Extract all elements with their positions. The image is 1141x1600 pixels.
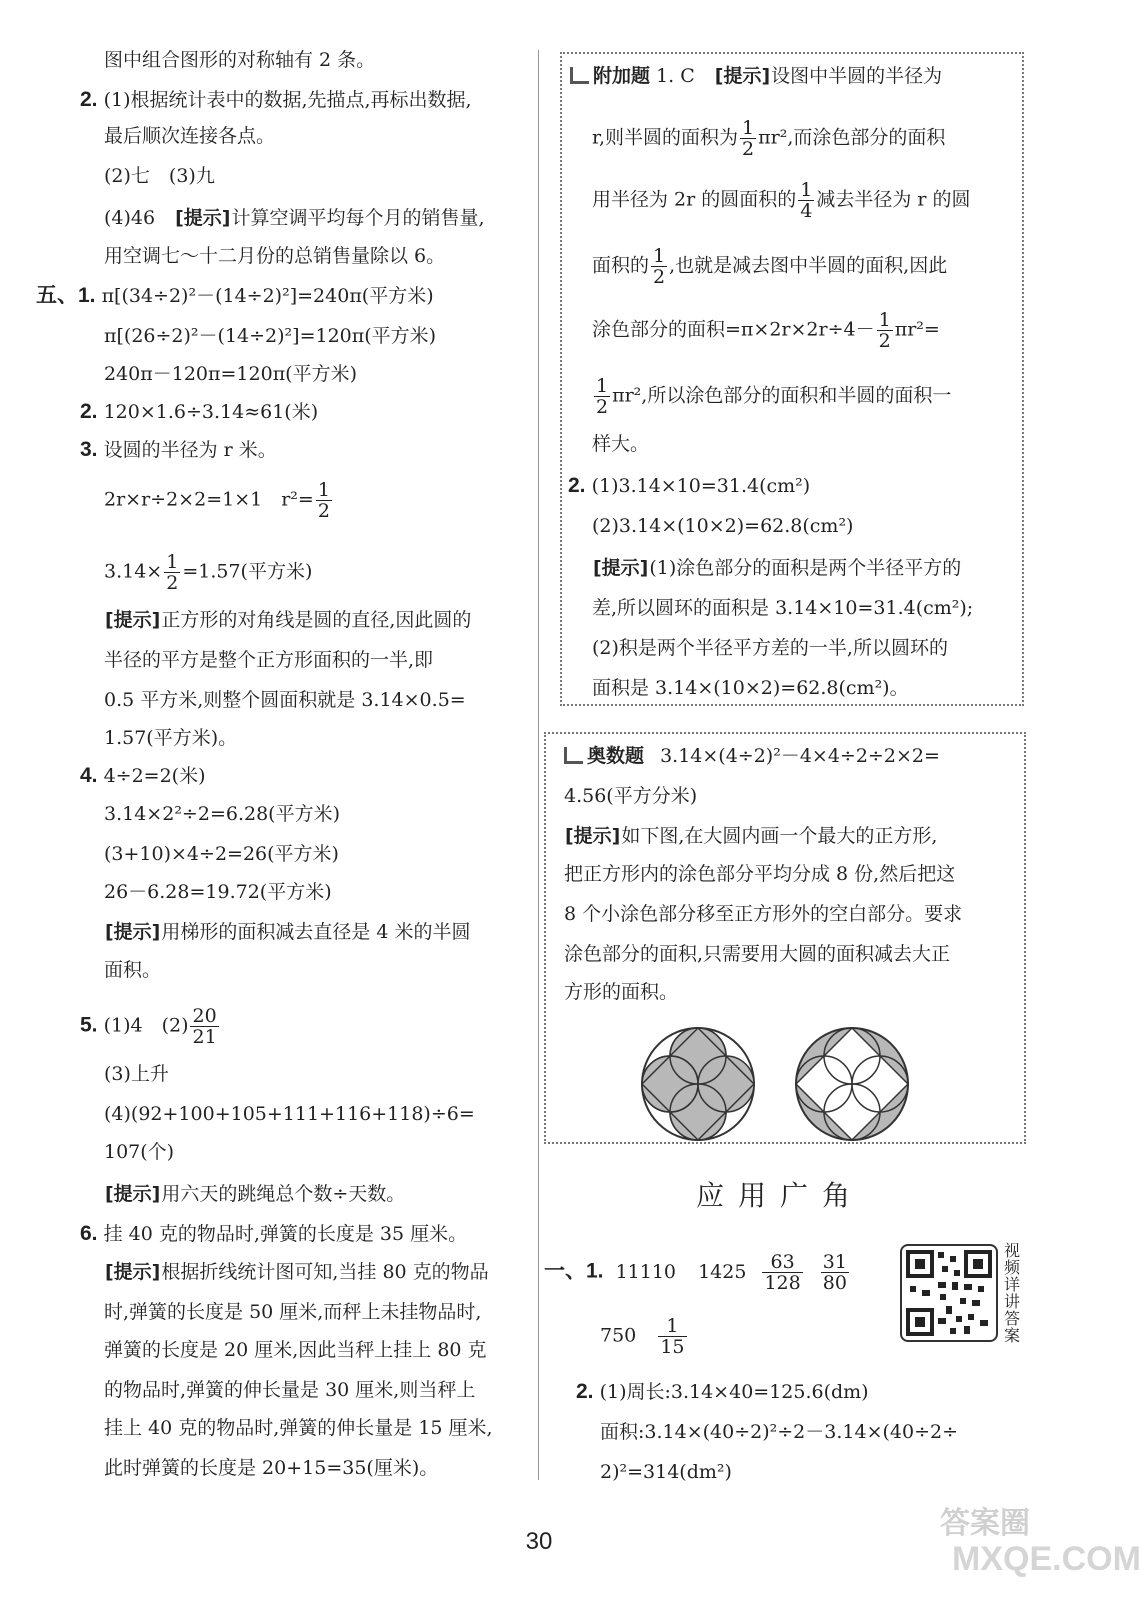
text-line: 1.57(平方米)。 <box>104 727 238 749</box>
question-2 <box>80 86 472 114</box>
text-line: (1)根据统计表中的数据,先描点,再标出数据, <box>103 89 472 111</box>
section-icon <box>570 67 589 84</box>
column-divider <box>538 50 539 1480</box>
question-number: 5. <box>80 1013 98 1037</box>
fraction: $\frac{1}{2}$ <box>653 245 666 288</box>
text-line: 面积:3.14×(40÷2)²÷2－3.14×(40÷2÷ <box>600 1421 959 1443</box>
hint-line: (4)46 [提示]计算空调平均每个月的销售量, <box>104 207 485 229</box>
hint-tag: [提示] <box>175 207 231 229</box>
fraction: $\frac{1}{15}$ <box>660 1315 685 1358</box>
section-icon <box>564 747 583 764</box>
text-line: (2)七 (3)九 <box>104 165 215 187</box>
fraction: $\frac{1}{4}$ <box>800 179 813 222</box>
question-number: 2. <box>80 400 98 423</box>
text-line: 107(个) <box>104 1141 175 1163</box>
text-line: 设圆的半径为 r 米。 <box>103 439 277 461</box>
text-line: (1)周长:3.14×40=125.6(dm) <box>599 1381 869 1403</box>
fraction: $\frac{20}{21}$ <box>192 1005 217 1048</box>
circle-diagrams <box>640 1026 930 1142</box>
fraction: $\frac{1}{2}$ <box>742 117 755 160</box>
formula-line: r,则半圆的面积为 $\frac{1}{2}$ πr²,而涂色部分的面积 <box>592 117 946 160</box>
formula-line: 涂色部分的面积=π×2r×2r÷4－ $\frac{1}{2}$ πr²= <box>592 309 940 352</box>
box-label: 附加题 <box>593 65 651 87</box>
hint-tag: [提示] <box>105 609 161 631</box>
question-3 <box>80 436 277 464</box>
text-line: 挂 40 克的物品时,弹簧的长度是 35 厘米。 <box>103 1223 468 1245</box>
question-number: 6. <box>80 1222 98 1245</box>
text-line: 涂色部分的面积,只需要用大圆的面积减去大正 <box>564 943 951 965</box>
fraction: $\frac{1}{2}$ <box>166 551 179 594</box>
section-heading: 应用广角 <box>695 1179 864 1212</box>
qr-code[interactable] <box>900 1244 998 1342</box>
text-line: (2)积是两个半径平方差的一半,所以圆环的 <box>592 637 948 659</box>
text-line: 弹簧的长度是 20 厘米,因此当秤上挂上 80 克 <box>104 1339 487 1361</box>
text-line: 样大。 <box>592 433 650 455</box>
formula-line: 3.14× $\frac{1}{2}$ =1.57(平方米) <box>104 551 313 594</box>
text-line: 8 个小涂色部分移至正方形外的空白部分。要求 <box>564 903 963 925</box>
text-line: 120×1.6÷3.14≈61(米) <box>103 401 319 423</box>
text-line: (1)3.14×10=31.4(cm²) <box>591 475 811 497</box>
watermark-logo: 答案圈 <box>940 1507 1030 1540</box>
text-line: 面积。 <box>104 959 162 981</box>
question-2b <box>80 398 318 426</box>
question-number: 2. <box>576 1380 594 1403</box>
text-line: 方形的面积。 <box>564 981 679 1003</box>
section-5 <box>36 282 434 310</box>
section-label: 五、1. <box>36 284 96 307</box>
text-line: 240π－120π=120π(平方米) <box>104 363 358 385</box>
text-line: 的物品时,弹簧的伸长量是 30 厘米,则当秤上 <box>104 1379 476 1401</box>
question-6 <box>80 1220 467 1248</box>
question-number: 2. <box>80 88 98 111</box>
hint-line: [提示]根据折线统计图可知,当挂 80 克的物品 <box>105 1261 489 1283</box>
olympiad-header: 奥数题 3.14×(4÷2)²－4×4÷2÷2×2= <box>564 742 940 770</box>
hint-tag: [提示] <box>105 1261 161 1283</box>
formula-line: 用半径为 2r 的圆面积的 $\frac{1}{4}$ 减去半径为 r 的圆 <box>592 179 971 222</box>
question-5: 5. (1)4 (2) $\frac{20}{21}$ <box>80 1005 217 1048</box>
fraction: $\frac{31}{80}$ <box>822 1251 847 1294</box>
text-line: 2)²=314(dm²) <box>600 1461 732 1483</box>
question-4 <box>80 762 206 790</box>
page-number: 30 <box>525 1528 553 1555</box>
text-line: 4.56(平方分米) <box>564 785 698 807</box>
text-line: 0.5 平方米,则整个圆面积就是 3.14×0.5= <box>104 689 466 711</box>
hint-tag: [提示] <box>105 1183 161 1205</box>
hint-line: [提示](1)涂色部分的面积是两个半径平方的 <box>593 557 962 579</box>
text-line: 挂上 40 克的物品时,弹簧的伸长量是 15 厘米, <box>104 1417 493 1439</box>
text-line: (4)(92+100+105+111+116+118)÷6= <box>104 1103 475 1125</box>
fraction: $\frac{1}{2}$ <box>317 479 330 522</box>
question-number: 2. <box>568 474 586 497</box>
text-line: 图中组合图形的对称轴有 2 条。 <box>104 49 376 71</box>
text-line: 3.14×2²÷2=6.28(平方米) <box>104 803 340 825</box>
extra-question-2 <box>568 472 810 500</box>
hint-line: [提示]用梯形的面积减去直径是 4 米的半圆 <box>105 921 471 943</box>
question-number: 3. <box>80 438 98 461</box>
hint-tag: [提示] <box>565 825 621 847</box>
watermark-url: MXQE.COM <box>952 1540 1141 1578</box>
figure-left <box>642 1028 754 1140</box>
hint-line: [提示]正方形的对角线是圆的直径,因此圆的 <box>105 609 472 631</box>
text-line: 最后顺次连接各点。 <box>104 125 276 147</box>
hint-tag: [提示] <box>593 557 649 579</box>
hint-tag: [提示] <box>714 65 771 87</box>
text-line: 把正方形内的涂色部分平均分成 8 份,然后把这 <box>564 863 956 885</box>
answer-line: 750 $\frac{1}{15}$ <box>600 1315 685 1358</box>
fraction: $\frac{63}{128}$ <box>764 1251 801 1294</box>
fraction: $\frac{1}{2}$ <box>878 309 891 352</box>
text-line: π[(26÷2)²－(14÷2)²]=120π(平方米) <box>104 325 437 347</box>
question-2 <box>576 1378 869 1406</box>
text-line: 用空调七～十二月份的总销售量除以 6。 <box>104 245 446 267</box>
text-line: 面积是 3.14×(10×2)=62.8(cm²)。 <box>592 677 909 699</box>
text-line: 4÷2=2(米) <box>103 765 206 787</box>
text-line: 半径的平方是整个正方形面积的一半,即 <box>104 649 434 671</box>
question-number: 4. <box>80 764 98 787</box>
text-line: 此时弹簧的长度是 20+15=35(厘米)。 <box>104 1457 439 1479</box>
text-line: 时,弹簧的长度是 50 厘米,而秤上未挂物品时, <box>104 1301 482 1323</box>
hint-line: [提示]如下图,在大圆内画一个最大的正方形, <box>565 825 938 847</box>
qr-label: 视频详讲答案 <box>1003 1241 1020 1345</box>
formula-line: 面积的 $\frac{1}{2}$ ,也就是减去图中半圆的面积,因此 <box>592 245 948 288</box>
text-line: 26－6.28=19.72(平方米) <box>104 881 332 903</box>
answer-line: 一、1. 11110 1425 $\frac{63}{128}$ $\frac{31}{80}$ <box>544 1251 847 1294</box>
text-line: (3)上升 <box>104 1063 169 1085</box>
formula-line: $\frac{1}{2}$ πr²,所以涂色部分的面积和半圆的面积一 <box>596 375 952 418</box>
fraction: $\frac{1}{2}$ <box>596 375 609 418</box>
extra-header: 附加题 1. C [提示]设图中半圆的半径为 <box>570 62 942 90</box>
box-label: 奥数题 <box>587 745 645 767</box>
text-line: (3+10)×4÷2=26(平方米) <box>104 843 339 865</box>
text-line: 差,所以圆环的面积是 3.14×10=31.4(cm²); <box>592 597 974 619</box>
figure-right <box>796 1028 908 1140</box>
hint-line: [提示]用六天的跳绳总个数÷天数。 <box>105 1183 406 1205</box>
hint-tag: [提示] <box>105 921 161 943</box>
section-label: 一、1. <box>544 1259 604 1283</box>
text-line: π[(34÷2)²－(14÷2)²]=240π(平方米) <box>101 285 434 307</box>
text-line: (2)3.14×(10×2)=62.8(cm²) <box>592 515 854 537</box>
formula-line: 2r×r÷2×2=1×1 r²= $\frac{1}{2}$ <box>104 479 330 522</box>
